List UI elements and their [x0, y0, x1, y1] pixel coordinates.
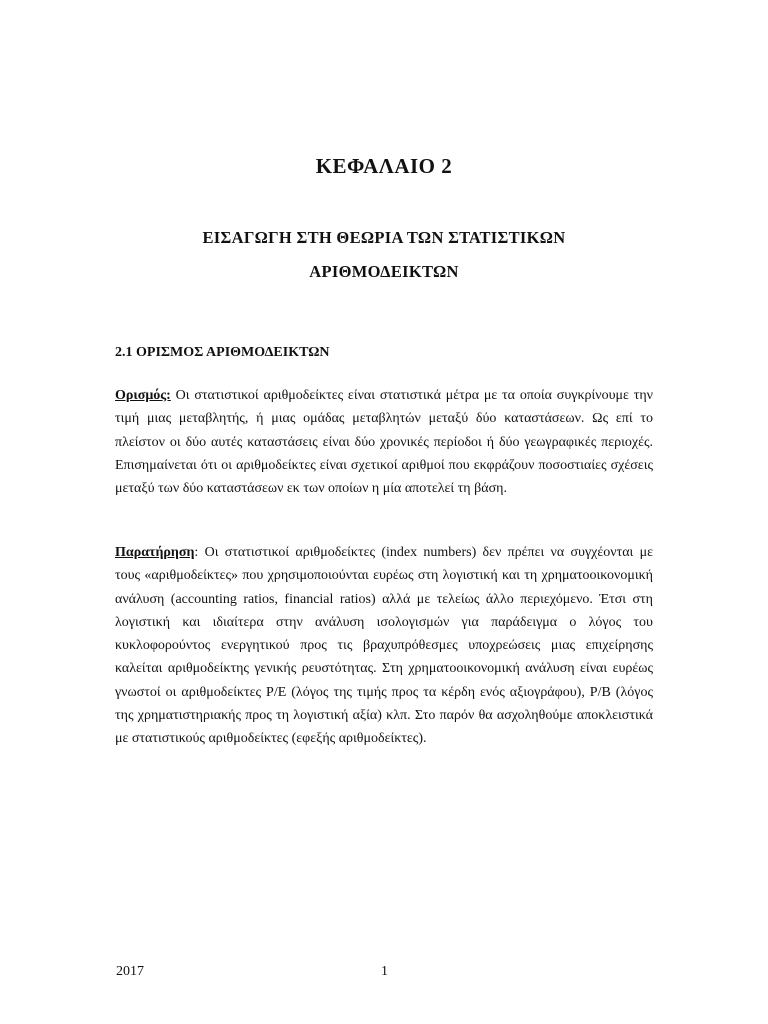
- section-heading: 2.1 ΟΡΙΣΜΟΣ ΑΡΙΘΜΟΔΕΙΚΤΩΝ: [115, 345, 330, 360]
- remark-term: Παρατήρηση: [115, 545, 195, 560]
- definition-text: Οι στατιστικοί αριθμοδείκτες είναι στατιστικά μέτρα με τα οποία συγκρίνουμε την τιμή μιας μεταβλητής, ή μιας ομάδας μεταβλητών μεταξύ δύο καταστάσεων. Ως επί το πλείστον οι δύο αυτές καταστάσεις είναι δύο χρονικές περίοδοι ή δύο γεωγραφικές περιοχές. Επισημαίνεται ότι οι αριθμοδείκτες είναι σχετικοί αριθμοί που εκφράζουν ποσοστιαίες σχέσεις μεταξύ των δύο καταστάσεων εκ των οποίων η μία αποτελεί τη βάση.: [115, 388, 653, 497]
- chapter-title: ΚΕΦΑΛΑΙΟ 2: [315, 154, 453, 178]
- chapter-subtitle-line-1: ΕΙΣΑΓΩΓΗ ΣΤΗ ΘΕΩΡΙΑ ΤΩΝ ΣΤΑΤΙΣΤΙΚΩΝ: [202, 228, 566, 247]
- chapter-subtitle-line-2: ΑΡΙΘΜΟΔΕΙΚΤΩΝ: [309, 262, 459, 281]
- footer-page-number: 1: [381, 964, 388, 979]
- remark-paragraph: [115, 541, 653, 751]
- definition-term: Ορισμός:: [115, 388, 171, 403]
- definition-paragraph: [115, 384, 653, 500]
- footer-year: 2017: [116, 964, 144, 979]
- remark-text: : Οι στατιστικοί αριθμοδείκτες (index numbers) δεν πρέπει να συγχέονται με τους «αριθμοδείκτες» που χρησιμοποιούνται ευρέως στη λογιστική και τη χρηματοοικονομική ανάλυση (accounting ratios, financial ratios) αλλά με τελείως άλλο περιεχόμενο. Έτσι στη λογιστική και ιδιαίτερα στην ανάλυση ισολογισμών για παράδειγμα ο λόγος του κυκλοφορούντος ενεργητικού προς τις βραχυπρόθεσμες υποχρεώσεις μιας επιχείρησης καλείται αριθμοδείκτης γενικής ρευστότητας. Στη χρηματοοικονομική ανάλυση είναι ευρέως γνωστοί οι αριθμοδείκτες P/E (λόγος της τιμής προς τα κέρδη ενός αξιογράφου), P/B (λόγος της χρηματιστηριακής προς τη λογιστική αξία) κλπ. Στο παρόν θα ασχοληθούμε αποκλειστικά με στατιστικούς αριθμοδείκτες (εφεξής αριθμοδείκτες).: [115, 545, 653, 747]
